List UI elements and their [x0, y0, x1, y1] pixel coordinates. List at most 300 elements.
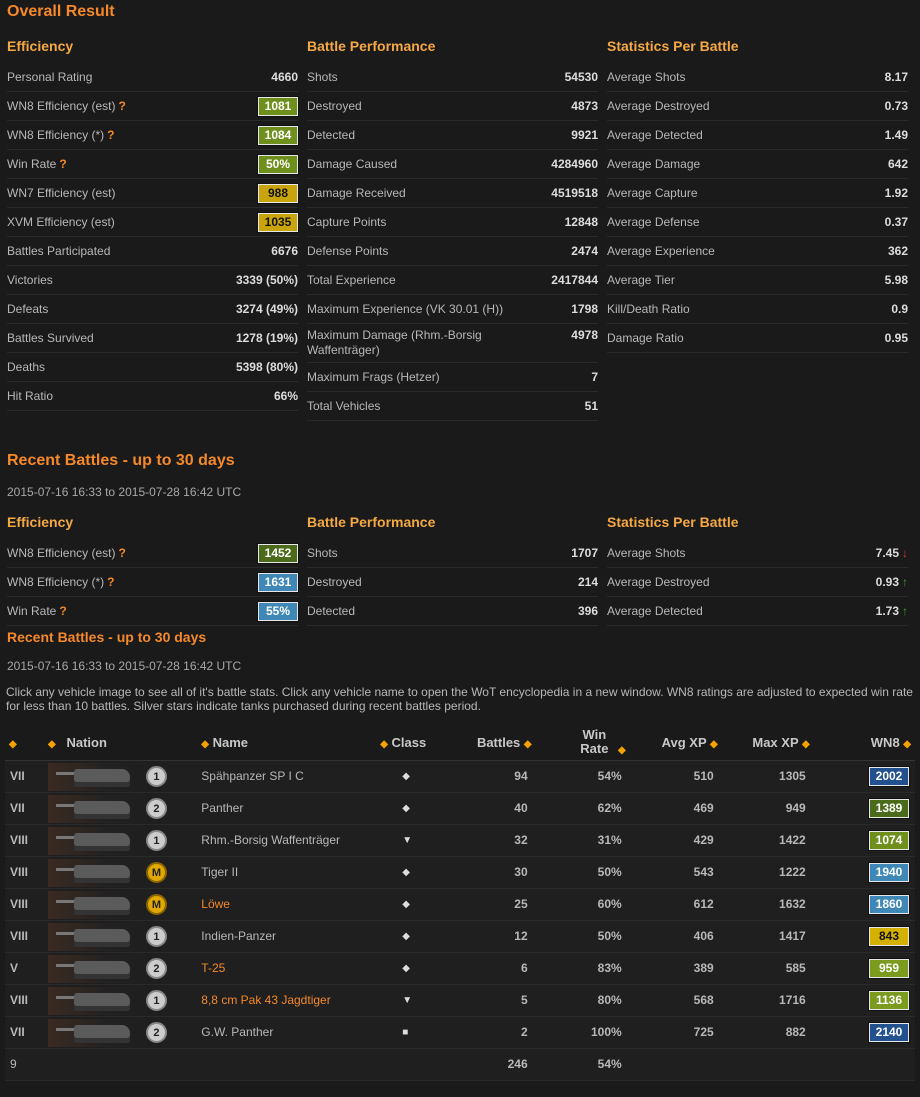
stat-label-text: Capture Points — [307, 215, 387, 229]
stat-value-text: 4284960 — [551, 157, 598, 171]
stat-label-text: Average Shots — [607, 70, 686, 84]
stat-label — [307, 128, 355, 142]
stat-value — [236, 273, 298, 287]
vehicles-table — [5, 726, 915, 1081]
rating-badge: 1940 — [869, 863, 909, 882]
stat-label-text: Personal Rating — [7, 70, 93, 84]
stat-label — [607, 99, 710, 113]
stat-value — [258, 544, 298, 563]
stat-value — [571, 244, 598, 258]
stat-value — [885, 331, 908, 345]
stat-label — [7, 331, 94, 345]
stat-label-text: Detected — [307, 128, 356, 142]
vehicle-image[interactable] — [48, 793, 166, 823]
stat-label — [607, 215, 700, 229]
battles-header-label: Battles — [476, 735, 521, 751]
winrate-cell: 83% — [536, 952, 630, 984]
tier-cell: VIII — [5, 984, 48, 1016]
stat-value-text: 1707 — [571, 546, 598, 560]
stat-label — [7, 604, 67, 618]
tier-cell: VIII — [5, 888, 48, 920]
stat-value-text: 3339 (50%) — [235, 273, 298, 287]
stat-label-text: Average Shots — [607, 546, 686, 560]
recent-efficiency-column — [7, 509, 298, 626]
stat-value-text: 7.45 — [875, 546, 899, 560]
vehicle-image[interactable] — [48, 1017, 166, 1047]
wn8-cell — [814, 856, 915, 888]
column-header: Efficiency — [7, 38, 74, 54]
winrate-cell: 60% — [536, 888, 630, 920]
stat-label — [7, 244, 110, 258]
stat-row — [307, 597, 598, 626]
stat-label — [7, 186, 115, 200]
winrate-cell: 31% — [536, 824, 630, 856]
tier-cell: VIII — [5, 920, 48, 952]
table-row — [5, 824, 915, 856]
stat-row — [607, 295, 908, 324]
avgxp-cell: 725 — [630, 1016, 722, 1048]
stat-label-text: Defeats — [7, 302, 49, 316]
stat-label — [7, 128, 114, 142]
tank-icon — [48, 891, 136, 919]
sort-arrows-icon: ◆ — [903, 739, 911, 751]
stat-label — [607, 546, 686, 560]
stat-value-text: 1.92 — [884, 186, 908, 200]
vehicle-name-link[interactable]: Indien-Panzer — [201, 929, 277, 943]
wn8-cell — [814, 760, 915, 792]
rating-badge: 1074 — [869, 831, 909, 850]
sort-arrows-icon: ◆ — [617, 744, 626, 756]
stat-label-text: Maximum Frags (Hetzer) — [307, 370, 440, 384]
stat-value — [885, 99, 908, 113]
stat-value-text: 4873 — [571, 99, 598, 113]
vehicle-image[interactable] — [48, 985, 166, 1015]
winrate-cell: 62% — [536, 792, 630, 824]
sort-arrows-icon: ◆ — [201, 739, 209, 751]
stat-label — [607, 128, 703, 142]
nation-cell — [48, 952, 201, 984]
stat-row — [7, 179, 298, 208]
stat-value — [885, 215, 908, 229]
column-header: Battle Performance — [307, 38, 436, 54]
stat-row — [7, 324, 298, 353]
sort-tier-header[interactable] — [5, 726, 48, 760]
wn8-header-label: WN8 — [870, 735, 900, 751]
stat-label — [7, 273, 53, 287]
vehicle-image[interactable] — [48, 921, 166, 951]
vehicle-image[interactable] — [48, 825, 166, 855]
stat-value — [891, 302, 908, 316]
stat-row — [607, 121, 908, 150]
stat-value — [551, 186, 598, 200]
stat-value-text: 12848 — [564, 215, 598, 229]
stat-value-text: 3274 (49%) — [235, 302, 298, 316]
name-cell — [201, 856, 380, 888]
stat-label — [307, 604, 355, 618]
stat-value — [591, 370, 598, 384]
stat-value — [258, 573, 298, 592]
vehicle-name-link[interactable]: Spähpanzer SP I C — [201, 769, 304, 783]
sort-wn8-header[interactable] — [814, 726, 915, 760]
stat-value-text: 362 — [887, 244, 908, 258]
mastery-badge-icon: 1 — [146, 830, 167, 851]
avgxp-header-label: Avg XP — [661, 735, 707, 751]
sort-battles-header[interactable] — [462, 726, 536, 760]
mastery-badge-icon: 2 — [146, 798, 167, 819]
winrate-header-label: Win Rate — [580, 726, 609, 756]
class-cell — [380, 888, 462, 920]
stat-label — [7, 70, 92, 84]
vehicle-name-link[interactable]: 8,8 cm Pak 43 Jagdtiger — [201, 993, 331, 1007]
stat-value-text: 1278 (19%) — [235, 331, 298, 345]
stat-label-text: Average Detected — [607, 604, 703, 618]
avgxp-cell: 389 — [630, 952, 722, 984]
stat-row — [7, 597, 298, 626]
stat-label — [307, 370, 440, 384]
stat-label — [307, 302, 503, 316]
vehicle-class-icon: ▼ — [402, 834, 413, 846]
help-icon[interactable]: ? — [118, 546, 126, 560]
stat-label — [607, 302, 690, 316]
nation-cell — [48, 760, 201, 792]
stat-row — [307, 363, 598, 392]
stat-value — [571, 328, 598, 342]
rating-badge: 1136 — [869, 991, 909, 1010]
help-icon[interactable]: ? — [118, 99, 126, 113]
sort-winrate-header[interactable] — [536, 726, 630, 760]
stat-value-text: 0.73 — [884, 99, 908, 113]
stat-label-text: Total Vehicles — [307, 399, 381, 413]
stat-value-text: 396 — [577, 604, 598, 618]
stat-value — [258, 155, 298, 174]
stat-row — [307, 179, 598, 208]
trend-down-icon: ↓ — [902, 546, 908, 560]
stat-row — [307, 237, 598, 266]
stat-value-text: 2474 — [571, 244, 598, 258]
vehicle-name-link[interactable]: Rhm.-Borsig Waffenträger — [201, 833, 341, 847]
stat-label — [307, 215, 386, 229]
name-cell — [201, 1016, 380, 1048]
stat-row — [607, 179, 908, 208]
name-cell — [201, 760, 380, 792]
avgxp-cell: 543 — [630, 856, 722, 888]
stat-value — [236, 302, 298, 316]
avgxp-cell: 406 — [630, 920, 722, 952]
tier-cell: VII — [5, 760, 48, 792]
stat-label — [307, 575, 362, 589]
stat-value-text: 4519518 — [551, 186, 598, 200]
stat-label-text: Average Tier — [607, 273, 675, 287]
stat-row — [307, 92, 598, 121]
stat-label — [307, 244, 388, 258]
battles-cell: 30 — [462, 856, 536, 888]
stat-value — [258, 184, 298, 203]
table-row — [5, 1016, 915, 1048]
stat-row — [607, 237, 908, 266]
rating-badge: 988 — [258, 184, 298, 203]
nation-cell — [48, 856, 201, 888]
rating-badge: 1860 — [869, 895, 909, 914]
stat-label-text: Detected — [307, 604, 356, 618]
stat-row — [7, 266, 298, 295]
wn8-cell — [814, 824, 915, 856]
rating-badge: 55% — [258, 602, 298, 621]
maxxp-cell: 882 — [722, 1016, 814, 1048]
stat-row — [607, 92, 908, 121]
stat-value — [258, 213, 298, 232]
stat-label-text: Defense Points — [307, 244, 389, 258]
stat-value — [551, 273, 598, 287]
totals-battles: 246 — [462, 1048, 536, 1080]
vehicle-name-link[interactable]: T-25 — [201, 961, 226, 975]
maxxp-cell: 1632 — [722, 888, 814, 920]
stat-label — [7, 302, 48, 316]
nation-cell — [48, 824, 201, 856]
sort-class-header[interactable] — [380, 726, 462, 760]
vehicle-name-link[interactable]: Löwe — [201, 897, 230, 911]
stat-label-text: Average Experience — [607, 244, 715, 258]
stat-label — [307, 328, 537, 358]
stat-row — [607, 324, 908, 353]
vehicle-name-link[interactable]: Tiger II — [201, 865, 239, 879]
vehicle-image[interactable] — [48, 857, 166, 887]
stat-label — [607, 331, 684, 345]
stat-value — [236, 331, 298, 345]
table-row — [5, 792, 915, 824]
mastery-badge-icon: 1 — [146, 926, 167, 947]
nation-cell — [48, 1016, 201, 1048]
stat-label — [607, 604, 703, 618]
class-cell — [380, 856, 462, 888]
sort-nation-header[interactable] — [48, 726, 201, 760]
wn8-cell — [814, 1016, 915, 1048]
battles-cell: 40 — [462, 792, 536, 824]
table-row — [5, 856, 915, 888]
tier-cell: VIII — [5, 824, 48, 856]
nation-cell — [48, 984, 201, 1016]
tank-icon — [48, 763, 136, 791]
stat-row — [607, 208, 908, 237]
stat-label-text: Maximum Damage (Rhm.-Borsig Waffenträger) — [307, 328, 482, 357]
stat-value-text: 4660 — [271, 70, 298, 84]
stat-value — [885, 70, 908, 84]
stat-label — [7, 215, 115, 229]
tier-cell: VII — [5, 1016, 48, 1048]
rating-badge: 50% — [258, 155, 298, 174]
stat-label-text: XVM Efficiency (est) — [7, 215, 115, 229]
battles-cell: 5 — [462, 984, 536, 1016]
vehicle-image[interactable] — [48, 761, 166, 791]
stat-row — [607, 266, 908, 295]
rating-badge: 2002 — [869, 767, 909, 786]
wn8-cell — [814, 984, 915, 1016]
stat-value — [585, 399, 598, 413]
stat-label-text: Average Damage — [607, 157, 701, 171]
rating-badge: 1389 — [869, 799, 909, 818]
wn8-cell — [814, 920, 915, 952]
stat-row — [607, 568, 908, 597]
stat-row — [7, 208, 298, 237]
battles-cell: 6 — [462, 952, 536, 984]
help-icon[interactable]: ? — [59, 157, 67, 171]
avgxp-cell: 568 — [630, 984, 722, 1016]
maxxp-cell: 1422 — [722, 824, 814, 856]
stat-label-text: Hit Ratio — [7, 389, 54, 403]
vehicle-class-icon: ◆ — [402, 770, 410, 782]
sort-avgxp-header[interactable] — [630, 726, 722, 760]
table-header-row — [5, 726, 915, 760]
stat-value-text: 1798 — [571, 302, 598, 316]
mastery-badge-icon: 1 — [146, 990, 167, 1011]
class-cell — [380, 792, 462, 824]
sort-arrows-icon: ◆ — [523, 739, 532, 751]
stat-value — [551, 157, 598, 171]
stat-value — [888, 244, 908, 258]
stat-row — [7, 353, 298, 382]
sort-name-header[interactable] — [201, 726, 380, 760]
stat-label-text: Win Rate — [7, 604, 57, 618]
vehicle-class-icon: ◆ — [402, 898, 410, 910]
sort-arrows-icon: ◆ — [802, 739, 810, 751]
help-icon[interactable]: ? — [107, 128, 115, 142]
mastery-badge-icon: 2 — [146, 1022, 167, 1043]
stat-row — [307, 324, 598, 363]
stat-label — [7, 360, 45, 374]
stat-value — [876, 575, 908, 589]
stat-label — [7, 157, 67, 171]
column-header: Battle Performance — [307, 514, 436, 530]
vehicle-image[interactable] — [48, 953, 166, 983]
maxxp-cell: 1417 — [722, 920, 814, 952]
vehicle-name-link[interactable]: G.W. Panther — [201, 1025, 274, 1039]
class-cell — [380, 1016, 462, 1048]
stat-value-text: 214 — [577, 575, 598, 589]
stat-label-text: Average Capture — [607, 186, 698, 200]
stat-row — [307, 150, 598, 179]
maxxp-header-label: Max XP — [752, 735, 799, 751]
vehicle-class-icon: ■ — [402, 1026, 409, 1038]
stat-label — [607, 70, 686, 84]
stat-label — [307, 273, 396, 287]
stat-label-text: Win Rate — [7, 157, 57, 171]
stat-value-text: 0.9 — [891, 302, 908, 316]
stat-value — [876, 546, 908, 560]
sort-arrows-icon: ◆ — [380, 739, 388, 751]
table-row — [5, 952, 915, 984]
help-icon[interactable]: ? — [107, 575, 115, 589]
stat-value — [888, 157, 908, 171]
stat-value-text: 9921 — [571, 128, 598, 142]
sort-arrows-icon: ◆ — [710, 739, 718, 751]
stat-label — [307, 399, 380, 413]
stat-value-text: 8.17 — [884, 70, 908, 84]
table-row — [5, 984, 915, 1016]
stat-label — [607, 157, 700, 171]
stat-label-text: Destroyed — [307, 575, 362, 589]
vehicle-image[interactable] — [48, 889, 166, 919]
stat-label-text: Maximum Experience (VK 30.01 (H)) — [307, 302, 504, 316]
stat-value-text: 0.95 — [884, 331, 908, 345]
stat-label-text: Kill/Death Ratio — [607, 302, 690, 316]
stat-label-text: WN7 Efficiency (est) — [7, 186, 116, 200]
stat-label — [307, 546, 338, 560]
stat-row — [607, 597, 908, 626]
nation-header-label: Nation — [66, 735, 107, 751]
vehicle-class-icon: ◆ — [402, 802, 410, 814]
stat-row — [307, 295, 598, 324]
recent-performance-column — [307, 509, 598, 626]
stat-row — [607, 63, 908, 92]
rating-badge: 1035 — [258, 213, 298, 232]
tank-icon — [48, 827, 136, 855]
stat-value-text: 5.98 — [884, 273, 908, 287]
vehicles-title: Recent Battles - up to 30 days — [7, 629, 207, 645]
column-header: Statistics Per Battle — [607, 38, 739, 54]
stat-value-text: 1.73 — [875, 604, 899, 618]
class-header-label: Class — [391, 735, 427, 751]
stat-label — [607, 186, 698, 200]
tank-icon — [48, 795, 136, 823]
stat-label-text: WN8 Efficiency (est) — [7, 99, 116, 113]
tier-cell: VIII — [5, 856, 48, 888]
sort-arrows-icon[interactable]: ◆ — [9, 739, 17, 751]
winrate-cell: 100% — [536, 1016, 630, 1048]
stat-label-text: Total Experience — [307, 273, 396, 287]
rating-badge: 2140 — [869, 1023, 909, 1042]
stat-row — [607, 539, 908, 568]
stat-value — [571, 546, 598, 560]
vehicle-name-link[interactable]: Panther — [201, 801, 244, 815]
table-row — [5, 760, 915, 792]
name-cell — [201, 984, 380, 1016]
stat-value-text: 51 — [584, 399, 598, 413]
tank-icon — [48, 955, 136, 983]
maxxp-cell: 1222 — [722, 856, 814, 888]
stat-row — [7, 568, 298, 597]
class-cell — [380, 952, 462, 984]
name-cell — [201, 824, 380, 856]
help-icon[interactable]: ? — [59, 604, 67, 618]
stat-value-text: 1.49 — [884, 128, 908, 142]
stat-row — [7, 539, 298, 568]
vehicle-class-icon: ◆ — [402, 962, 410, 974]
stat-value — [271, 70, 298, 84]
stat-row — [7, 63, 298, 92]
stat-value-text: 2417844 — [551, 273, 598, 287]
stat-label — [307, 157, 397, 171]
maxxp-cell: 949 — [722, 792, 814, 824]
winrate-cell: 80% — [536, 984, 630, 1016]
stat-value — [885, 186, 908, 200]
tier-cell: VII — [5, 792, 48, 824]
stat-value — [565, 70, 598, 84]
stat-row — [307, 568, 598, 597]
stat-value — [876, 604, 908, 618]
vehicle-class-icon: ▼ — [402, 994, 413, 1006]
stat-row — [7, 295, 298, 324]
sort-maxxp-header[interactable] — [722, 726, 814, 760]
name-cell — [201, 952, 380, 984]
stat-label-text: Destroyed — [307, 99, 362, 113]
class-cell — [380, 984, 462, 1016]
winrate-cell: 50% — [536, 920, 630, 952]
stat-label-text: Shots — [307, 70, 338, 84]
stat-value-text: 0.37 — [884, 215, 908, 229]
stat-row — [7, 382, 298, 411]
stat-value — [258, 126, 298, 145]
stat-label — [307, 99, 362, 113]
stat-row — [307, 208, 598, 237]
